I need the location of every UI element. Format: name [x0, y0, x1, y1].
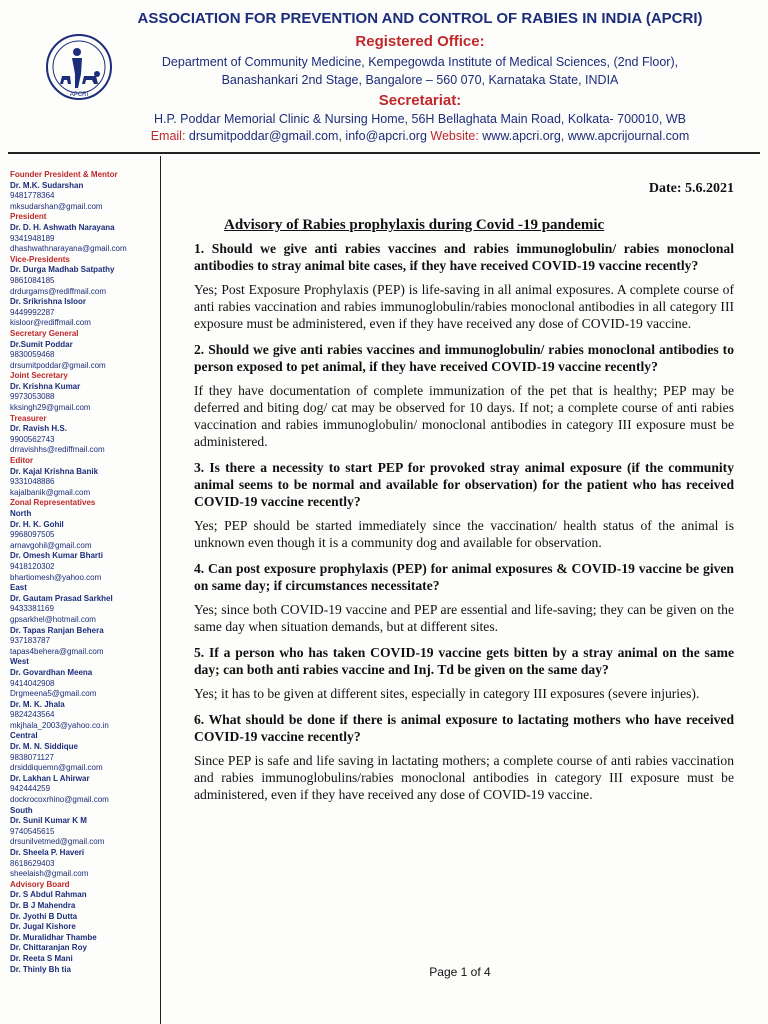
qa-list: [194, 240, 734, 803]
sidebar-val[interactable]: drsumitpoddar@gmail.com: [10, 360, 106, 370]
sidebar-val[interactable]: bhartiomesh@yahoo.com: [10, 572, 102, 582]
website-label: Website:: [430, 129, 479, 143]
sidebar-val: 937183787: [10, 636, 51, 646]
email-addresses[interactable]: drsumitpoddar@gmail.com, info@apcri.org: [188, 129, 427, 143]
sidebar-name: Dr. Govardhan Meena: [10, 667, 93, 677]
organization-title: ASSOCIATION FOR PREVENTION AND CONTROL OF RABIES IN INDIA (APCRI): [137, 10, 703, 27]
sidebar-name: Dr. Muralidhar Thambe: [10, 932, 97, 942]
sidebar-region: Central: [10, 731, 38, 741]
sidebar-role: Joint Secretary: [10, 371, 68, 381]
sidebar-val[interactable]: drdurgams@rediffmail.com: [10, 286, 107, 296]
email-label: Email:: [150, 129, 186, 143]
answer-3: Yes; PEP should be started immediately since the vaccination/ health status of the animal is unknown even though it is a community dog and available for observation.: [194, 518, 734, 550]
sidebar-val[interactable]: kksingh29@gmail.com: [10, 403, 91, 413]
question-6: 6. What should be done if there is animal exposure to lactating mothers who have received COVID-19 vaccine recently?: [194, 712, 734, 744]
sidebar-val[interactable]: Drgmeena5@gmail.com: [10, 689, 97, 699]
office-bearers-sidebar: [10, 170, 160, 1020]
sidebar-val[interactable]: dhashwathnarayana@gmail.com: [10, 244, 127, 254]
sidebar-role: Editor: [10, 456, 34, 466]
sidebar-val: 9824243564: [10, 710, 55, 720]
sidebar-val: 9740545615: [10, 826, 55, 836]
sidebar-region: South: [10, 805, 33, 815]
sidebar-divider: [160, 156, 161, 1024]
sidebar-name: Dr. M. K. Jhala: [10, 699, 65, 709]
sidebar-val[interactable]: drravishhs@rediffmail.com: [10, 445, 105, 455]
registered-office-label: Registered Office:: [355, 33, 485, 50]
question-4: 4. Can post exposure prophylaxis (PEP) for animal exposures & COVID-19 vaccine be given on same day; if circumstances necessitate?: [194, 561, 734, 593]
answer-5: Yes; it has to be given at different sites, especially in category III exposures (severe injuries).: [194, 686, 700, 701]
sidebar-name: Dr. D. H. Ashwath Narayana: [10, 222, 115, 232]
secretariat-label: Secretariat:: [378, 92, 462, 109]
sidebar-role: Vice-Presidents: [10, 254, 70, 264]
sidebar-name: Dr. Krishna Kumar: [10, 381, 81, 391]
sidebar-val[interactable]: arnavgohil@gmail.com: [10, 540, 92, 550]
website-links[interactable]: www.apcri.org, www.apcrijournal.com: [482, 129, 690, 143]
sidebar-val[interactable]: drsunilvetmed@gmail.com: [10, 837, 105, 847]
sidebar-name: Dr. Jugal Kishore: [10, 922, 76, 932]
sidebar-val: 9481778364: [10, 191, 55, 201]
sidebar-val: 9331048886: [10, 477, 55, 487]
sidebar-name: Dr. Srikrishna Isloor: [10, 297, 87, 307]
sidebar-role: Treasurer: [10, 413, 47, 423]
sidebar-name: Dr. M. N. Siddique: [10, 742, 79, 752]
sidebar-val: 9973053088: [10, 392, 55, 402]
sidebar-name: Dr. Lakhan L Ahirwar: [10, 773, 90, 783]
sidebar-name: Dr. Sheela P. Haveri: [10, 848, 85, 857]
sidebar-val: 9414042908: [10, 678, 55, 688]
sidebar-val: 9968097505: [10, 530, 55, 540]
contact-line: [120, 129, 720, 143]
question-5: 5. If a person who has taken COVID-19 vaccine gets bitten by a stray animal on the same day; can both anti rabies vaccine and Inj. Td be given on the same day?: [194, 645, 734, 677]
sidebar-name: Dr. Ravish H.S.: [10, 424, 67, 434]
sidebar-role: Zonal Representatives: [10, 498, 96, 508]
svg-text:APCRI: APCRI: [69, 92, 89, 98]
sidebar-val: 9449992287: [10, 307, 55, 317]
question-2: 2. Should we give anti rabies vaccines and immunoglobulin/ rabies monoclonal antibodies to person exposed to pet animal, if they have received COVID-19 vaccine recently?: [194, 342, 734, 374]
sidebar-val: 9861084185: [10, 275, 55, 285]
sidebar-val[interactable]: mksudarshan@gmail.com: [10, 201, 103, 211]
sidebar-name: Dr. Durga Madhab Satpathy: [10, 265, 115, 275]
sidebar-val: 9838071127: [10, 752, 54, 762]
sidebar-val[interactable]: kajalbanik@gmail.com: [10, 487, 91, 497]
sidebar-name: Dr. Gautam Prasad Sarkhel: [10, 593, 113, 603]
sidebar-name: Dr. Kajal Krishna Banik: [10, 466, 99, 476]
sidebar-name: Dr. Jyothi B Dutta: [10, 911, 78, 921]
answer-2: If they have documentation of complete immunization of the pet that is healthy; PEP may be deferred and biting dog/ cat may be observed for 10 days. If not; a complete course of anti rabies vaccination and rabies immunoglobulin/ monoclonal antibodies in category III exposure must be administered.: [194, 383, 734, 449]
question-1: 1. Should we give anti rabies vaccines and rabies immunoglobulin/ rabies monoclonal antibodies to stray animal bite cases, if they have received COVID-19 vaccine recently?: [194, 241, 734, 273]
sidebar-name: Dr. H. K. Gohil: [10, 519, 64, 529]
page-number: Page 1 of 4: [429, 965, 491, 979]
sidebar-val: 942444259: [10, 784, 51, 794]
sidebar-name: Dr. S Abdul Rahman: [10, 890, 87, 900]
sidebar-name: Dr. Omesh Kumar Bharti: [10, 551, 103, 561]
sidebar-val[interactable]: tapas4behera@gmail.com: [10, 646, 104, 656]
sidebar-role: President: [10, 212, 47, 222]
sidebar-val: 8618629403: [10, 858, 55, 868]
registered-address-line-2: Banashankari 2nd Stage, Bangalore – 560 070, Karnataka State, INDIA: [221, 73, 619, 87]
sidebar-val[interactable]: mkjhala_2003@yahoo.co.in: [10, 720, 109, 730]
registered-address-line-1: Department of Community Medicine, Kempegowda Institute of Medical Sciences, (2nd Floor),: [161, 55, 679, 69]
sidebar-role: Secretary General: [10, 328, 79, 338]
sidebar-region: North: [10, 509, 32, 518]
sidebar-name: Dr. M.K. Sudarshan: [10, 180, 84, 190]
sidebar-val[interactable]: drsiddiquemn@gmail.com: [10, 763, 103, 773]
sidebar-val: 9830059468: [10, 350, 55, 360]
sidebar-val: 9900562743: [10, 434, 55, 444]
answer-6: Since PEP is safe and life saving in lactating mothers; a complete course of anti rabies vaccination and rabies immunoglobulins/rabies monoclonal antibodies in category III exposure must be administered, even if they have received any dose of COVID-19 vaccine.: [194, 753, 734, 802]
sidebar-name: Dr. B J Mahendra: [10, 900, 76, 910]
sidebar-val: 9418120302: [10, 561, 55, 571]
sidebar-name: Dr. Chittaranjan Roy: [10, 943, 87, 953]
sidebar-val[interactable]: dockrocoxrhino@gmail.com: [10, 795, 109, 805]
sidebar-role: Advisory Board: [10, 879, 70, 889]
sidebar-name: Dr.Sumit Poddar: [10, 339, 73, 349]
question-3: 3. Is there a necessity to start PEP for provoked stray animal exposure (if the community animal seems to be normal and available for observation) for the patient who has received COVID-19 vaccine recently?: [194, 460, 734, 509]
sidebar-name: Dr. Tapas Ranjan Behera: [10, 625, 104, 635]
sidebar-val[interactable]: kisloor@rediffmail.com: [10, 318, 91, 328]
sidebar-val[interactable]: gpsarkhel@hotmail.com: [10, 614, 96, 624]
answer-4: Yes; since both COVID-19 vaccine and PEP are essential and life-saving; they can be given on the same day when situation demands, but at different sites.: [194, 602, 734, 634]
document-date: Date: 5.6.2021: [648, 181, 734, 196]
sidebar-val: 9341948189: [10, 233, 55, 243]
sidebar-name: Dr. Thinly Bh tia: [10, 964, 71, 974]
sidebar-role: Founder President & Mentor: [10, 170, 118, 179]
secretariat-address: H.P. Poddar Memorial Clinic & Nursing Home, 56H Bellaghata Main Road, Kolkata- 700010, WB: [154, 112, 686, 126]
apcri-logo: [44, 32, 114, 102]
answer-1: Yes; Post Exposure Prophylaxis (PEP) is life-saving in all animal exposures. A complete course of anti rabies vaccination and rabies immunoglobulin/rabies monoclonal antibodies in all category III exposure must be administered, even if they have received any dose of COVID-19 vaccine.: [194, 282, 734, 331]
letterhead: [0, 0, 768, 150]
advisory-body: [194, 180, 734, 812]
sidebar-name: Dr. Sunil Kumar K M: [10, 816, 87, 826]
header-divider: [8, 152, 760, 154]
sidebar-name: Dr. Reeta S Mani: [10, 953, 73, 963]
advisory-title: Advisory of Rabies prophylaxis during Covid -19 pandemic: [224, 217, 605, 233]
sidebar-val: 9433381169: [10, 604, 54, 614]
sidebar-region: East: [10, 583, 27, 593]
sidebar-val[interactable]: sheelaish@gmail.com: [10, 869, 89, 879]
sidebar-region: West: [10, 657, 29, 667]
